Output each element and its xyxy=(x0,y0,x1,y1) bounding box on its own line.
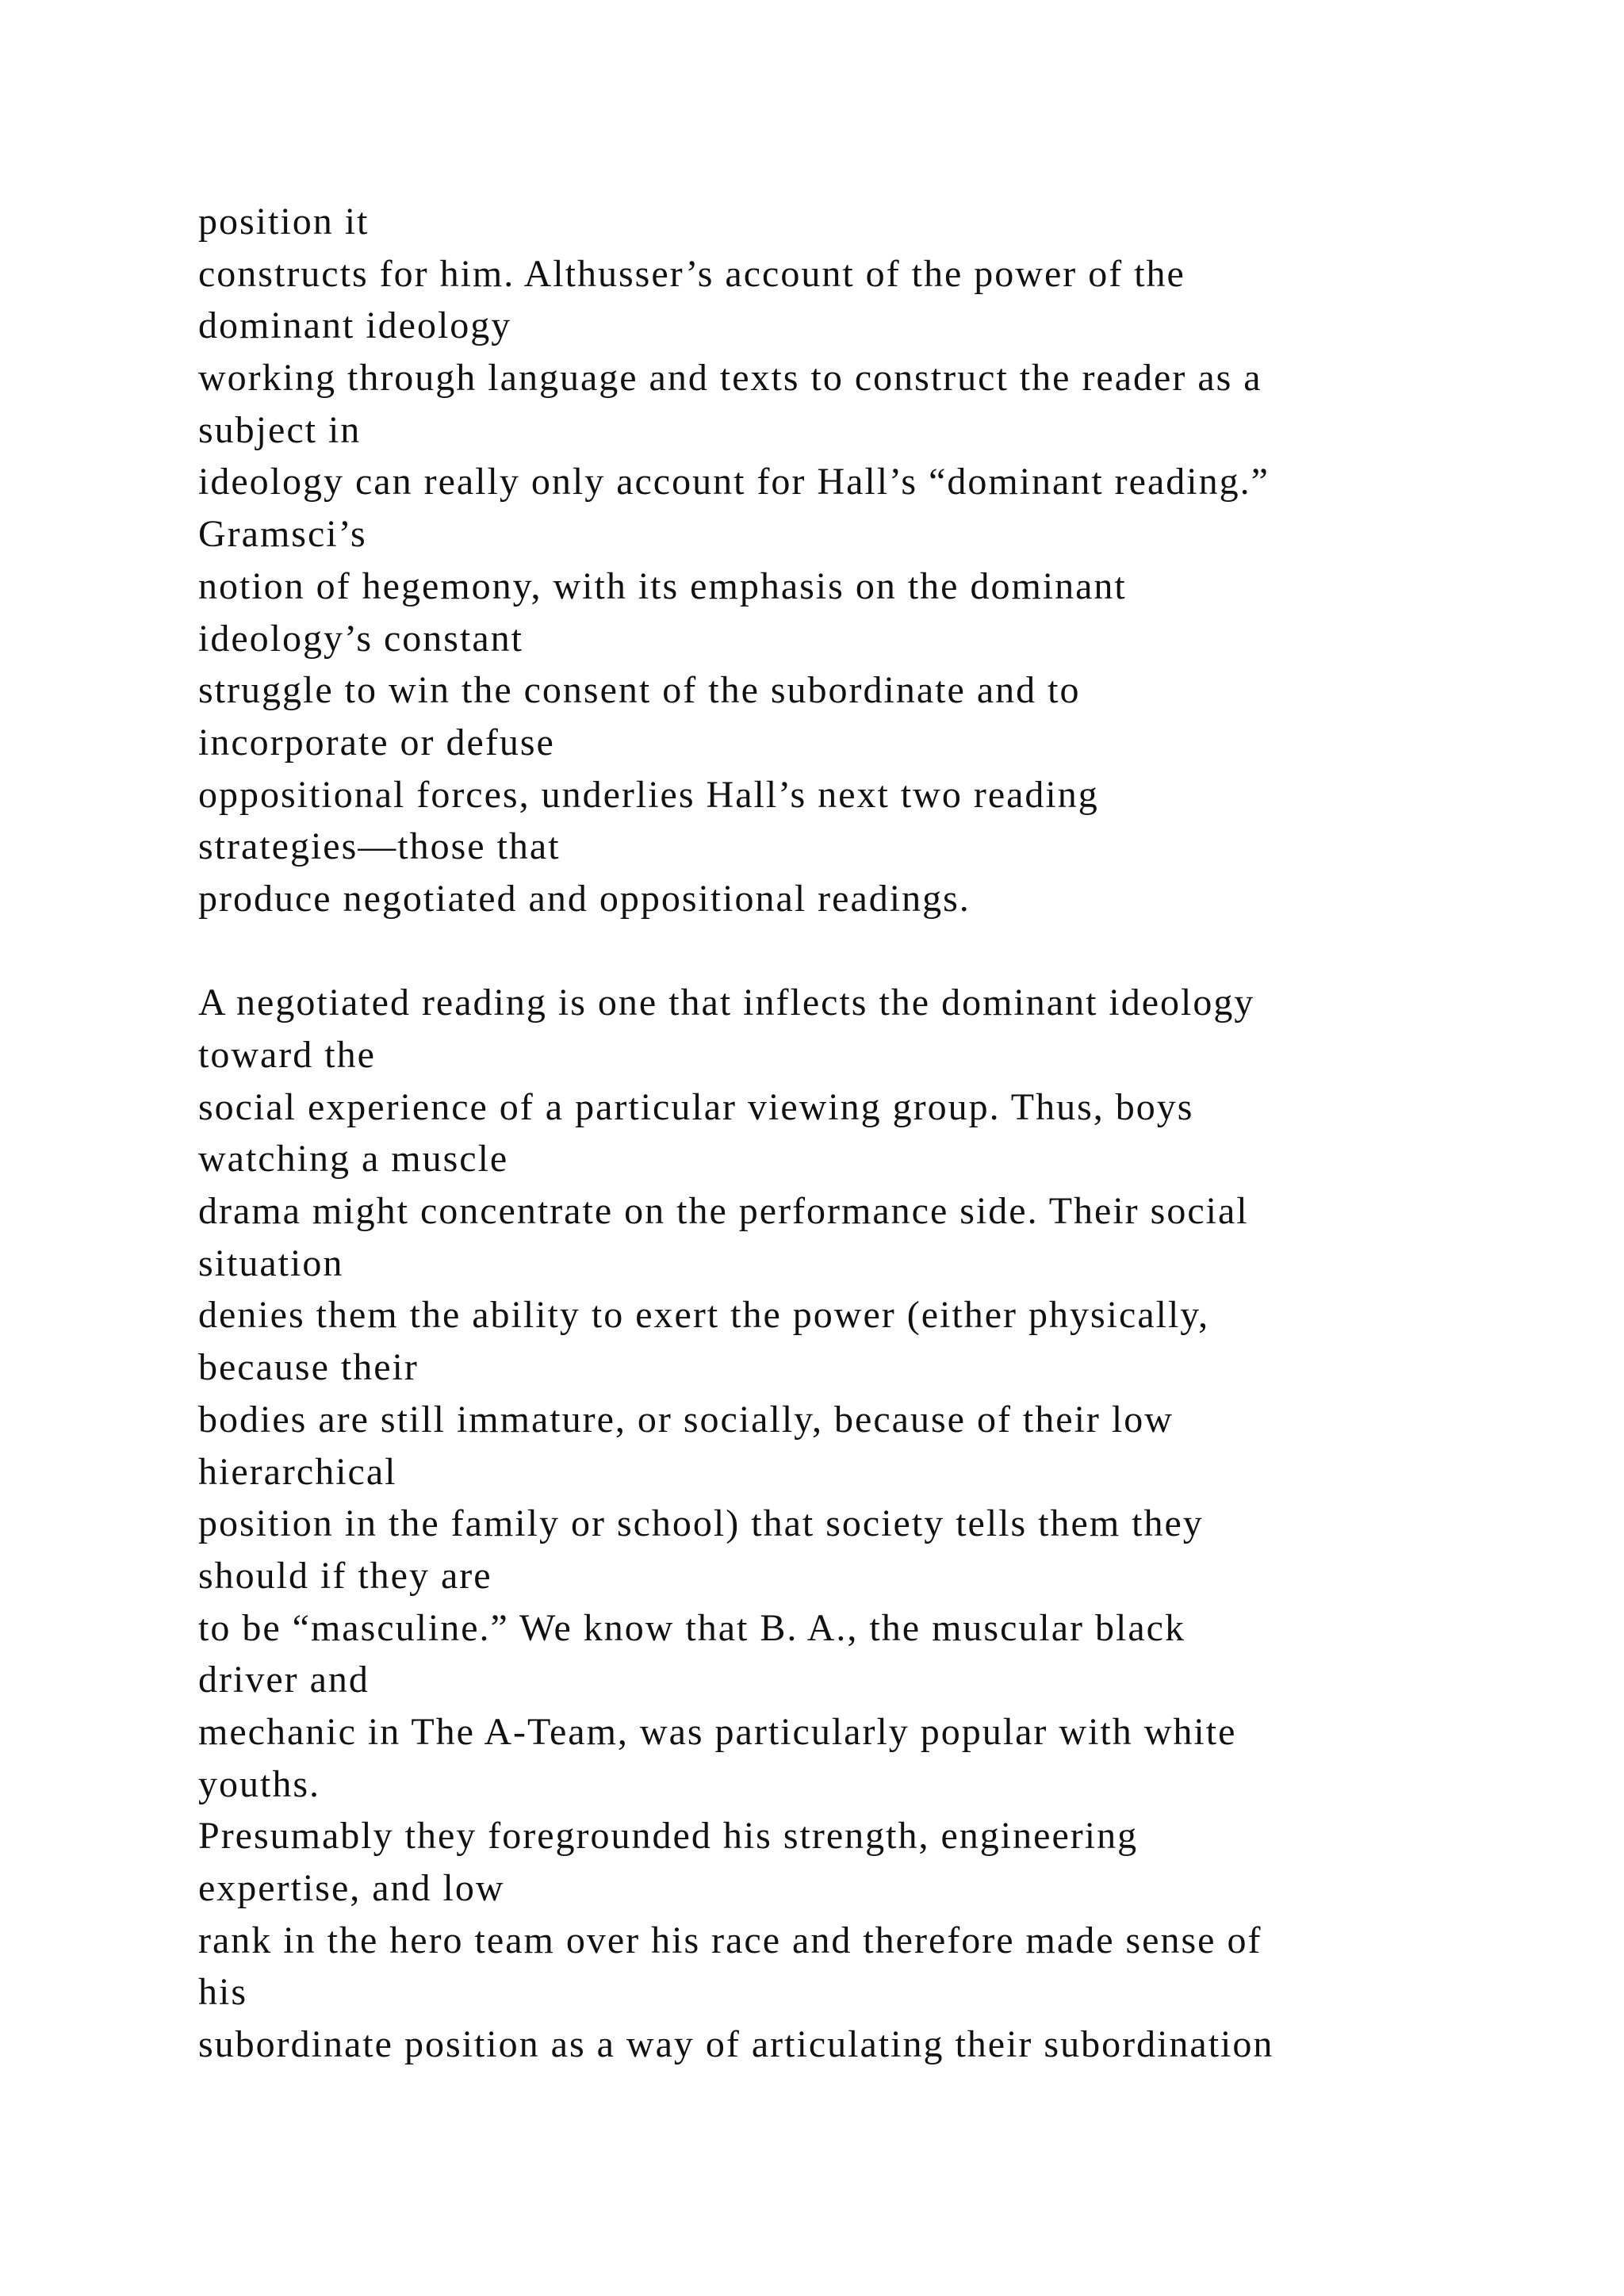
text-line: ideology’s constant xyxy=(198,617,523,660)
text-line: notion of hegemony, with its emphasis on the dominant xyxy=(198,564,1127,607)
text-line: working through language and texts to construct the reader as a xyxy=(198,357,1262,400)
text-line: subject in xyxy=(198,408,362,451)
text-line: hierarchical xyxy=(198,1450,397,1493)
text-line: oppositional forces, underlies Hall’s next two reading xyxy=(198,773,1099,816)
body-text xyxy=(198,196,1435,2071)
text-line: struggle to win the consent of the subordinate and to xyxy=(198,669,1081,712)
text-line: drama might concentrate on the performance side. Their social xyxy=(198,1190,1249,1233)
text-line: youths. xyxy=(198,1762,321,1805)
paragraph-1 xyxy=(198,196,1435,925)
text-line: subordinate position as a way of articulating their subordination xyxy=(198,2023,1274,2066)
text-line: position in the family or school) that society tells them they xyxy=(198,1502,1204,1545)
text-line: Presumably they foregrounded his strength, engineering xyxy=(198,1815,1139,1858)
text-line: Gramsci’s xyxy=(198,513,367,556)
paragraph-2 xyxy=(198,977,1435,2070)
text-line: incorporate or defuse xyxy=(198,721,555,763)
text-line: strategies—those that xyxy=(198,825,561,868)
text-line: constructs for him. Althusser’s account of the power of the xyxy=(198,252,1185,295)
text-line: expertise, and low xyxy=(198,1867,505,1909)
text-line: rank in the hero team over his race and therefore made sense of xyxy=(198,1919,1262,1961)
text-line: denies them the ability to exert the power (either physically, xyxy=(198,1294,1210,1337)
text-line: to be “masculine.” We know that B. A., the muscular black xyxy=(198,1606,1185,1649)
text-line: situation xyxy=(198,1242,344,1284)
text-line: driver and xyxy=(198,1659,370,1701)
text-line: A negotiated reading is one that inflects the dominant ideology xyxy=(198,982,1255,1024)
text-line: social experience of a particular viewing group. Thus, boys xyxy=(198,1085,1194,1128)
text-line: produce negotiated and oppositional readings. xyxy=(198,877,971,920)
text-line: because their xyxy=(198,1346,419,1389)
text-line: toward the xyxy=(198,1034,376,1076)
text-line: dominant ideology xyxy=(198,304,512,347)
paragraph-break xyxy=(198,925,1435,978)
text-line: his xyxy=(198,1971,248,2014)
text-line: ideology can really only account for Hall’s “dominant reading.” xyxy=(198,461,1270,503)
text-line: bodies are still immature, or socially, because of their low xyxy=(198,1398,1174,1441)
text-line: should if they are xyxy=(198,1554,492,1597)
text-line: watching a muscle xyxy=(198,1138,509,1181)
text-line: position it xyxy=(198,201,370,243)
text-line: mechanic in The A-Team, was particularly popular with white xyxy=(198,1710,1237,1753)
